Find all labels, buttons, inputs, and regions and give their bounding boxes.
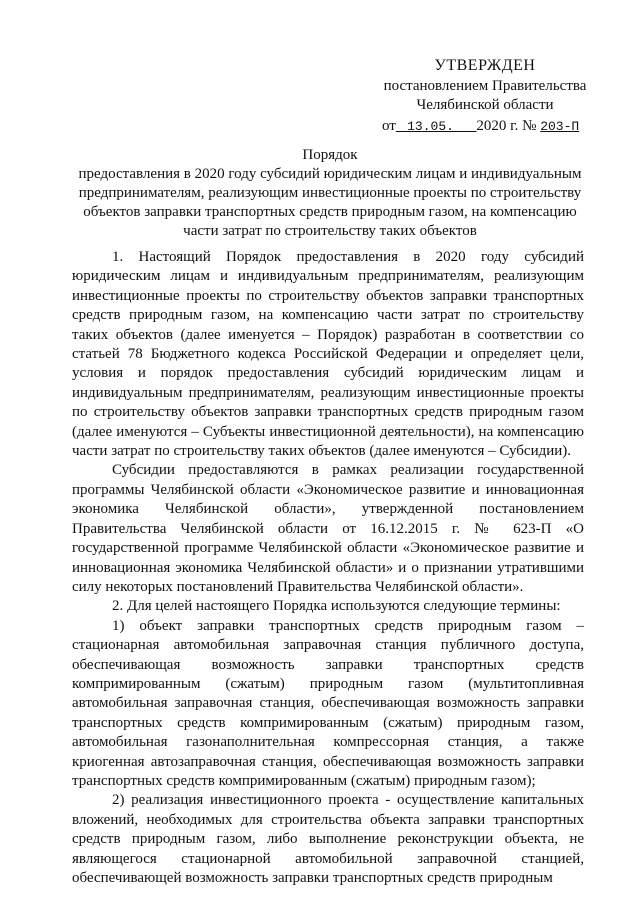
heading-line-1: предоставления в 2020 году субсидий юридическим лицам и индивидуальным [78,166,582,182]
heading-title: Порядок [302,147,358,163]
approval-line-1: постановлением Правительства [383,78,587,94]
heading-line-3: объектов заправки транспортных средств природным газом, на компенсацию [83,204,577,220]
approval-number-value: 203-П [540,119,580,134]
paragraph-4: 1) объект заправки транспортных средств природным газом – стационарная автомобильная заправочная станция публичного доступа, обеспечивающая возможность заправки транспортных средств компримированным (сжатым) природным газом (мультитопливная автомобильная заправочная станция, обеспечивающая возможность заправки транспортных средств компримированным (сжатым) природным газом, автомобильная газонаполнительная компрессорная станция, а также криогенная автозаправочная станция, обеспечивающая возможность заправки транспортных средств компримированным (сжатым) природным газом); [72,617,584,789]
approval-stamp-block [360,56,610,136]
paragraph-5: 2) реализация инвестиционного проекта - осуществление капитальных вложений, необходимых для строительства объекта заправки транспортных средств природным газом, либо выполнение реконструкции объекта, не являющегося стационарной автомобильной заправочной станцией, обеспечивающей возможность заправки транспортных средств природным [72,792,584,886]
approval-date-underline [396,118,477,134]
paragraph-3: 2. Для целей настоящего Порядка используются следующие термины: [112,598,561,615]
approval-line-2: Челябинской области [416,97,554,113]
document-body [72,248,584,888]
approval-date-line [360,117,610,136]
approval-title: УТВЕРЖДЕН [434,57,536,74]
document-heading [70,146,590,241]
approval-date-prefix: от [382,118,396,134]
approval-year-text: 2020 г. № [476,118,537,134]
paragraph-1: 1. Настоящий Порядок предоставления в 2020 году субсидий юридическим лицам и индивидуальным предпринимателям, реализующим инвестиционные проекты по строительству объектов заправки транспортных средств природным газом, на компенсацию части затрат по строительству таких объектов (далее именуется – Порядок) разработан в соответствии со статьей 78 Бюджетного кодекса Российской Федерации и определяет цели, условия и порядок предоставления субсидий юридическим лицам и индивидуальным предпринимателям, реализующим инвестиционные проекты по строительству объектов заправки транспортных средств природным газом (далее именуются – Субъекты инвестиционной деятельности), на компенсацию части затрат по строительству таких объектов (далее именуются – Субсидии). [72,249,584,460]
paragraph-2: Субсидии предоставляются в рамках реализации государственной программы Челябинской области «Экономическое развитие и инновационная экономика Челябинской области», утвержденной постановлением Правительства Челябинской области от 16.12.2015 г. № 623-П «О государственной программе Челябинской области «Экономическое развитие и инновационная экономика Челябинской области» и о признании утратившими силу некоторых постановлений Правительства Челябинской области». [72,462,584,595]
approval-date-value: 13.05. [407,119,454,134]
heading-line-2: предпринимателям, реализующим инвестиционные проекты по строительству [78,185,582,201]
heading-line-4: части затрат по строительству таких объектов [183,223,477,239]
